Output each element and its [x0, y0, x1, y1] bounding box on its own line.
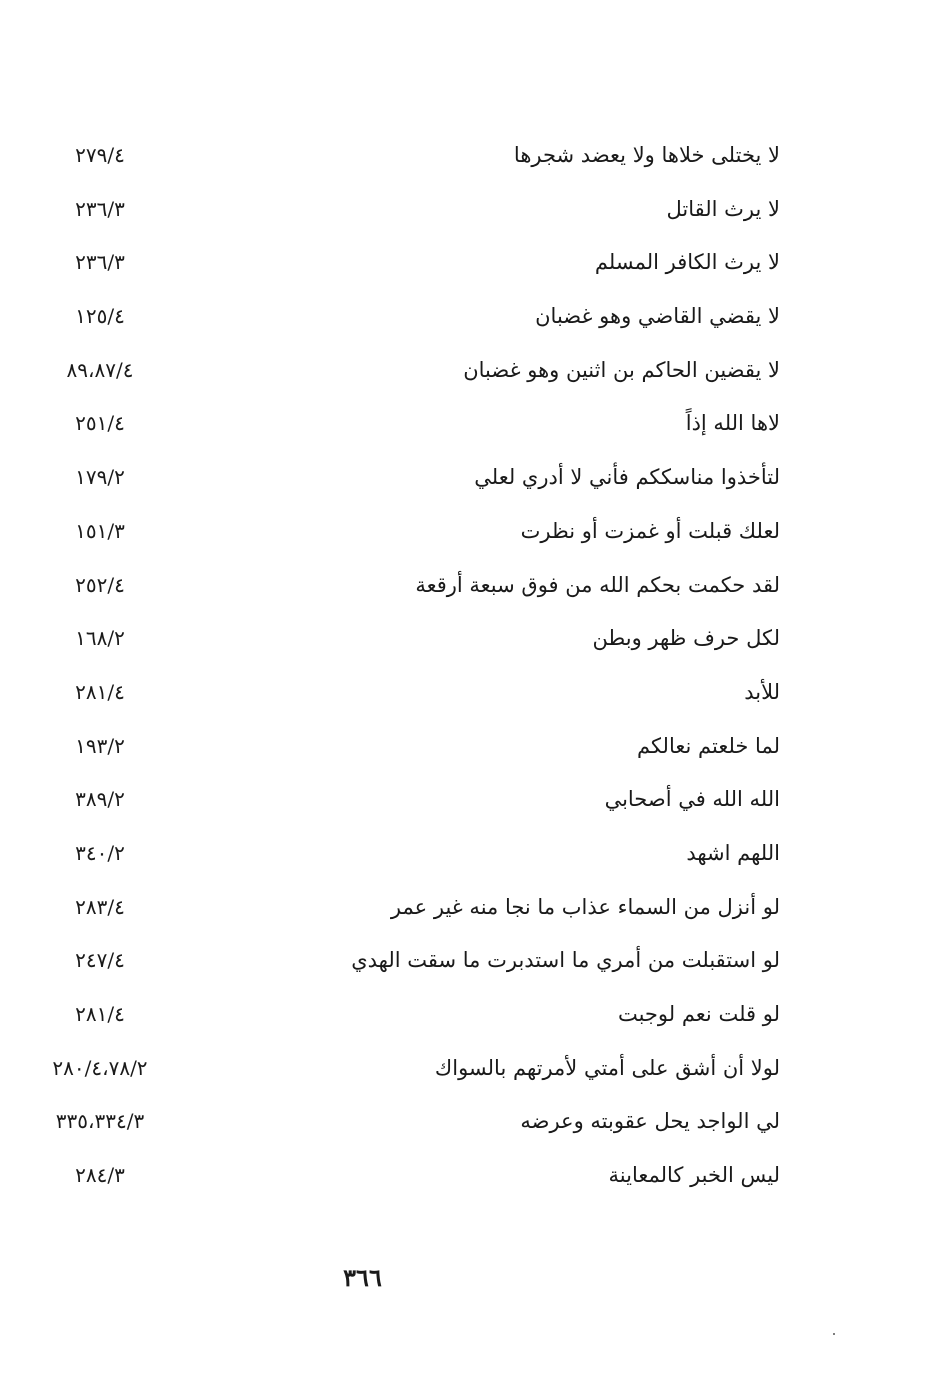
index-entry: [0, 451, 948, 505]
index-entry: [0, 397, 948, 451]
index-entry: [0, 1042, 948, 1096]
index-entry: [0, 505, 948, 559]
index-entry: [0, 1095, 948, 1149]
hadith-text: لو استقبلت من أمري ما استدبرت ما سقت الهدي: [351, 948, 780, 973]
volume-page-reference: ٢٤٧/٤: [75, 948, 125, 973]
hadith-text: لا يقضين الحاكم بن اثنين وهو غضبان: [463, 357, 780, 382]
volume-page-reference: ٢٣٦/٣: [75, 250, 125, 275]
index-entry: [0, 720, 948, 774]
volume-page-reference: ١٩٣/٢: [75, 733, 125, 758]
hadith-text: لي الواجد يحل عقوبته وعرضه: [520, 1109, 780, 1134]
hadith-text: لتأخذوا مناسككم فأني لا أدري لعلي: [474, 465, 780, 490]
volume-page-reference: ٢٨٠/٤،٧٨/٢: [52, 1055, 148, 1080]
index-entry: [0, 934, 948, 988]
volume-page-reference: ٢٣٦/٣: [75, 196, 125, 221]
volume-page-reference: ٢٨١/٤: [75, 679, 125, 704]
scan-speck: [833, 1333, 835, 1335]
volume-page-reference: ٢٨٣/٤: [75, 894, 125, 919]
volume-page-reference: ٢٨١/٤: [75, 1002, 125, 1026]
hadith-text: اللهم اشهد: [686, 840, 780, 865]
hadith-text: للأبد: [744, 679, 780, 704]
hadith-text: لا يقضي القاضي وهو غضبان: [535, 304, 780, 329]
hadith-text: ليس الخبر كالمعاينة: [608, 1163, 780, 1188]
index-entry: [0, 666, 948, 720]
index-entry: [0, 344, 948, 398]
index-entry: [0, 290, 948, 344]
volume-page-reference: ١٧٩/٢: [75, 465, 125, 490]
index-entry: [0, 988, 948, 1042]
volume-page-reference: ٣٤٠/٢: [75, 840, 125, 865]
hadith-text: لو أنزل من السماء عذاب ما نجا منه غير عمر: [390, 894, 780, 919]
volume-page-reference: ٢٥٢/٤: [75, 572, 125, 597]
volume-page-reference: ٢٧٩/٤: [75, 143, 125, 167]
hadith-text: لكل حرف ظهر وبطن: [592, 626, 780, 651]
hadith-text: لا يرث القاتل: [666, 196, 780, 221]
volume-page-reference: ٨٩،٨٧/٤: [66, 357, 134, 382]
index-entry: [0, 881, 948, 935]
hadith-index-list: [0, 129, 948, 1203]
volume-page-reference: ١٢٥/٤: [75, 304, 125, 329]
volume-page-reference: ٣٣٥،٣٣٤/٣: [55, 1109, 145, 1134]
volume-page-reference: ٢٨٤/٣: [75, 1163, 125, 1188]
index-entry: [0, 773, 948, 827]
index-entry: [0, 559, 948, 613]
hadith-text: لعلك قبلت أو غمزت أو نظرت: [520, 518, 780, 543]
hadith-text: لا يرث الكافر المسلم: [594, 250, 780, 275]
hadith-text: الله الله في أصحابي: [604, 787, 780, 812]
volume-page-reference: ١٥١/٣: [75, 518, 125, 543]
volume-page-reference: ٢٥١/٤: [75, 411, 125, 436]
hadith-text: لاها الله إذاً: [685, 411, 780, 436]
hadith-text: لقد حكمت بحكم الله من فوق سبعة أرقعة: [415, 572, 780, 597]
hadith-text: لو قلت نعم لوجبت: [617, 1002, 780, 1026]
index-entry: [0, 827, 948, 881]
hadith-text: لما خلعتم نعالكم: [636, 733, 780, 758]
index-entry: [0, 236, 948, 290]
volume-page-reference: ١٦٨/٢: [75, 626, 125, 651]
hadith-text: لا يختلى خلاها ولا يعضد شجرها: [513, 143, 780, 167]
index-entry: [0, 612, 948, 666]
volume-page-reference: ٣٨٩/٢: [75, 787, 125, 812]
hadith-text: لولا أن أشق على أمتي لأمرتهم بالسواك: [434, 1055, 780, 1080]
index-entry: [0, 183, 948, 237]
index-entry: [0, 1149, 948, 1203]
index-entry: [0, 129, 948, 183]
page-number: ٣٦٦: [343, 1263, 382, 1292]
